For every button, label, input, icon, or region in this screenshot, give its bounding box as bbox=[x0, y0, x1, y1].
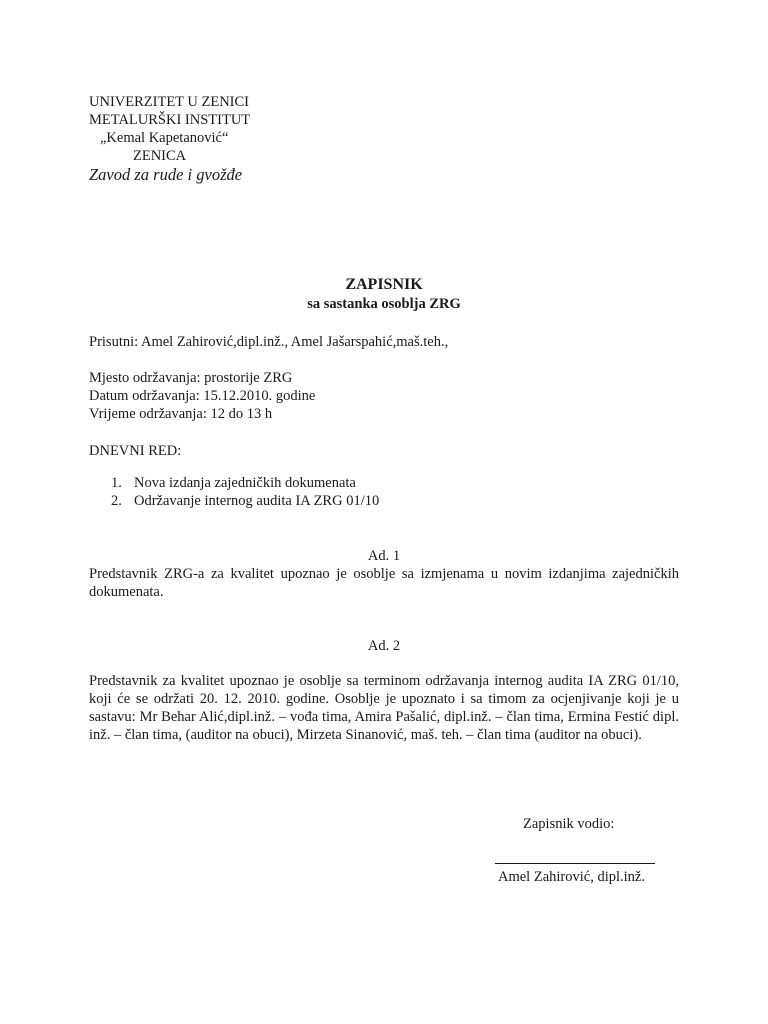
document-title: ZAPISNIK bbox=[345, 276, 423, 293]
agenda-heading: DNEVNI RED: bbox=[89, 443, 182, 459]
agenda-item-text: Održavanje internog audita IA ZRG 01/10 bbox=[134, 493, 380, 509]
signature-label: Zapisnik vodio: bbox=[523, 816, 615, 832]
department-name: Zavod za rude i gvožđe bbox=[89, 165, 243, 184]
agenda-item-number: 2. bbox=[111, 493, 122, 509]
document-subtitle: sa sastanka osoblja ZRG bbox=[307, 296, 461, 312]
agenda-item bbox=[89, 474, 379, 492]
agenda-item-number: 1. bbox=[111, 475, 122, 491]
agenda-item bbox=[89, 492, 379, 510]
institute-name: METALURŠKI INSTITUT bbox=[89, 112, 251, 128]
ad2-heading: Ad. 2 bbox=[367, 638, 401, 654]
ad1-heading: Ad. 1 bbox=[367, 548, 401, 564]
signature-line bbox=[495, 863, 655, 864]
institution-name: UNIVERZITET U ZENICI bbox=[89, 94, 250, 110]
agenda-list bbox=[89, 474, 379, 510]
ad2-paragraph: Predstavnik za kvalitet upoznao je osoblje sa terminom održavanja internog audita IA ZRG 01/10, koji će se održati 20. 12. 2010. godine. Osoblje je upoznato i sa timom za ocjenjivanje koji je u sastavu: Mr Behar Alić,dipl.inž. – vođa tima, Amira Pašalić, dipl.inž. – član tima, Ermina Festić dipl. inž. – član tima, (auditor na obuci), Mirzeta Sinanović, maš. teh. – član tima (auditor na obuci). bbox=[89, 673, 679, 743]
agenda-item-text: Nova izdanja zajedničkih dokumenata bbox=[134, 475, 356, 491]
signature-name: Amel Zahirović, dipl.inž. bbox=[498, 869, 645, 885]
meeting-place: Mjesto održavanja: prostorije ZRG bbox=[89, 370, 293, 386]
ad1-paragraph: Predstavnik ZRG-a za kvalitet upoznao je osoblje sa izmjenama u novim izdanjima zajedničkih dokumenata. bbox=[89, 566, 679, 600]
meeting-date: Datum održavanja: 15.12.2010. godine bbox=[89, 388, 316, 404]
attendees-line: Prisutni: Amel Zahirović,dipl.inž., Amel Jašarspahić,maš.teh., bbox=[89, 334, 449, 350]
institution-city: ZENICA bbox=[133, 148, 187, 164]
institute-honorific: „Kemal Kapetanović“ bbox=[100, 130, 229, 146]
meeting-time: Vrijeme održavanja: 12 do 13 h bbox=[89, 406, 273, 422]
